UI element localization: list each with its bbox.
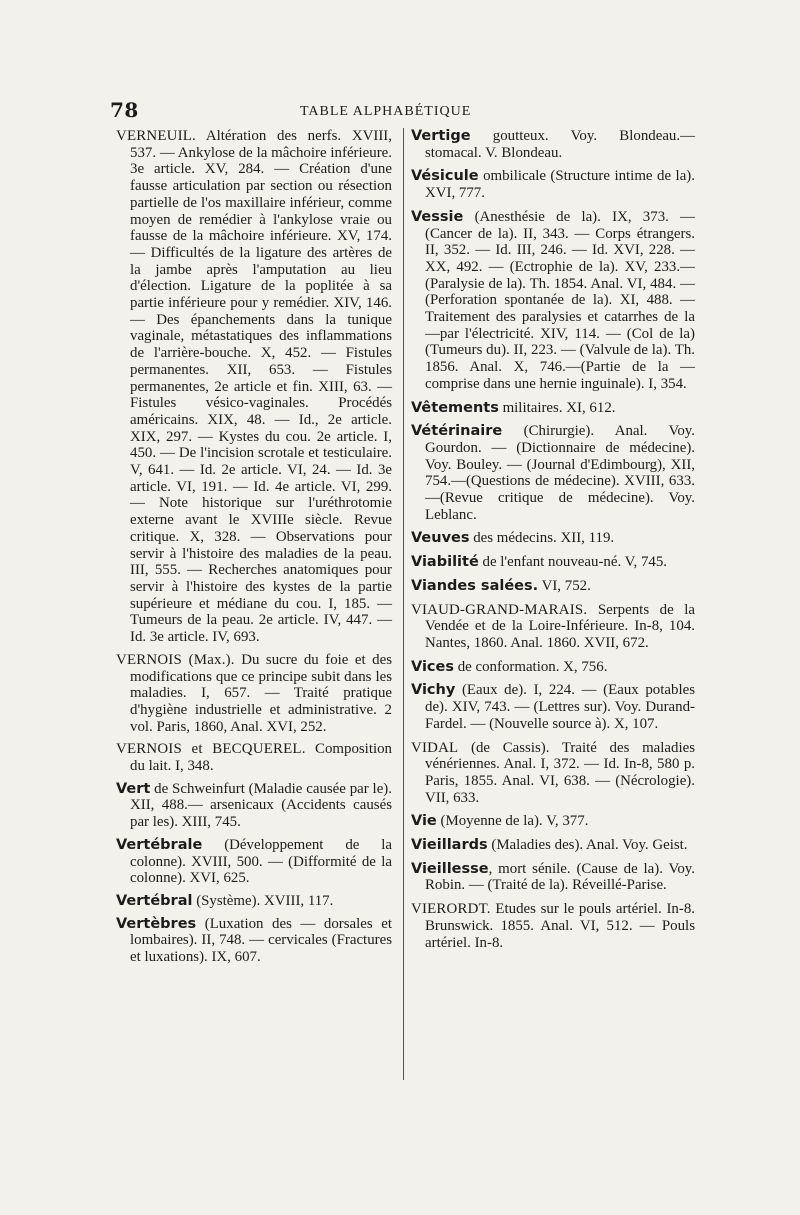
entry-heading: Vieillards	[411, 837, 488, 854]
index-entry	[116, 916, 392, 966]
entry-text: de Schweinfurt (Maladie causée par le). XII, 488.— arsenicaux (Accidents causés par les). XIII, 745.	[130, 780, 392, 831]
entry-text: (Eaux de). I, 224. — (Eaux potables de). XIV, 743. — (Lettres sur). Voy. Durand-Fardel. — (Nouvelle source à). X, 107.	[425, 682, 695, 732]
index-entry	[411, 861, 695, 894]
entry-text: ombilicale (Structure intime de la). XVI, 777.	[425, 168, 695, 202]
index-entry	[116, 781, 392, 831]
entry-heading: Vessie	[411, 208, 464, 225]
entry-heading: Viabilité	[411, 554, 479, 571]
entry-text: (Système). XVIII, 117.	[192, 892, 334, 909]
entry-heading: Vertige	[411, 128, 471, 144]
entry-text: de l'enfant nouveau-né. V, 745.	[478, 554, 667, 571]
entry-text: , mort sénile. (Cause de la). Voy. Robin. — (Traité de la). Réveillé-Parise.	[425, 860, 695, 894]
index-entry	[116, 128, 392, 646]
index-entry	[411, 837, 695, 854]
entry-heading: Vertèbres	[116, 915, 197, 932]
entry-text: goutteux. Voy. Blondeau.— stomacal. V. Blondeau.	[425, 128, 695, 161]
index-entry	[411, 530, 695, 547]
entry-text: Du sucre du foie et des modifications que ce principe subit dans les maladies. I, 657. — Traité pratique d'hygiène industrielle et administrative. 2 vol. Paris, 1860, Anal. XVI, 252.	[130, 651, 392, 735]
entry-heading: Veuves	[411, 530, 470, 547]
index-entry	[116, 837, 392, 887]
entry-text: (Chirurgie). Anal. Voy. Gourdon. — (Dictionnaire de médecine). Voy. Bouley. — (Journal d'Edimbourg), XII, 754.—(Questions de médecine). XVIII, 633.—(Revue critique de médecine). Voy. Leblanc.	[425, 423, 695, 523]
entry-heading: Vertébrale	[116, 836, 203, 853]
entry-text: des médecins. XII, 119.	[469, 530, 615, 547]
entry-heading: VIAUD-GRAND-MARAIS.	[411, 601, 588, 618]
left-column	[116, 128, 392, 972]
index-entry	[411, 578, 695, 595]
entry-text: (Luxation des — dorsales et lombaires). II, 748. — cervicales (Fractures et luxations). IX, 607.	[130, 915, 392, 966]
column-rule	[403, 128, 404, 1080]
index-entry	[411, 168, 695, 201]
entry-heading: VERNEUIL.	[116, 128, 196, 144]
entry-heading: VERNOIS et BECQUEREL.	[116, 741, 306, 758]
entry-heading: Vert	[116, 780, 151, 797]
index-entry	[116, 741, 392, 774]
entry-text: militaires. XI, 612.	[498, 399, 616, 416]
entry-text: Composition du lait. I, 348.	[130, 741, 392, 775]
index-entry	[411, 400, 695, 417]
entry-text: (Moyenne de la). V, 377.	[436, 813, 589, 830]
entry-heading: Vieillesse	[411, 860, 489, 877]
index-entry	[411, 740, 695, 807]
entry-text: (Anesthésie de la). IX, 373. — (Cancer de la). II, 343. — Corps étrangers. II, 352. — Id. III, 246. — Id. XVI, 228. — XX, 492. — (Ectrophie de la). XV, 233.— (Paralysie de la). Th. 1854. Anal. VI, 484. — (Perforation spontanée de la). XI, 488. — Traitement des paralysies et catarrhes de la—par l'électricité. XIV, 114. — (Col de la) (Tumeurs du). II, 223. — (Valvule de la). Th. 1856. Anal. X, 746.—(Partie de la — comprise dans une hernie inguinale). I, 354.	[425, 208, 695, 392]
entry-heading: Vices	[411, 658, 454, 675]
running-title: TABLE ALPHABÉTIQUE	[300, 104, 472, 119]
entry-text: Etudes sur le pouls artériel. In-8. Brunswick. 1855. Anal. VI, 512. — Pouls artériel. In-8.	[425, 901, 695, 951]
entry-text: Altération des nerfs. XVIII, 537. — Ankylose de la mâchoire inférieure. 3e article. XV, 284. — Création d'une fausse articulation par section ou résection partielle de l'os maxillaire inférieur, comme moyen de remédier à l'ankylose vraie ou fausse de la mâchoire inférieure. XV, 174. — Difficultés de la ligature des artères de la jambe après l'amputation au lieu d'élection. Ligature de la poplitée à sa partie inférieure pour y remédier. XIV, 146. — Des épanchements dans la tunique vaginale, métastatiques des inflammations de l'arrière-bouche. X, 452. — Fistules permanentes. XII, 653. — Fistules permanentes, 2e article et fin. XIII, 63. — Fistules vésico-vaginales. Procédés américains. XIX, 48. — Id., 2e article. XIX, 297. — Kystes du cou. 2e article. I, 450. — De l'incision scrotale et testiculaire. V, 641. — Id. 2e article. VI, 24. — Id. 3e article. VI, 191. — Id. 4e article. VI, 299. — Note historique sur l'uréthrotomie externe avant le XVIIIe siècle. Revue critique. X, 328. — Observations pour servir à l'histoire des maladies de la peau. III, 555. — Recherches anatomiques pour servir à l'histoire des kystes de la partie supérieure et médiane du cou. I, 185. — Tumeurs de la peau. 2e article. IV, 447. — Id. 3e article. IV, 693.	[130, 128, 392, 646]
index-entry	[411, 554, 695, 571]
entry-heading: VIDAL	[411, 739, 459, 756]
entry-text: (Développement de la colonne). XVIII, 500. — (Difformité de la colonne). XVI, 625.	[130, 836, 392, 887]
entry-heading: VIERORDT.	[411, 901, 491, 918]
index-entry	[116, 652, 392, 736]
index-entry	[411, 602, 695, 652]
page-number: 78	[110, 98, 139, 122]
index-entry	[411, 128, 695, 161]
index-entry	[411, 813, 695, 830]
index-entry	[411, 901, 695, 951]
entry-heading: Vétérinaire	[411, 423, 503, 440]
index-entry	[411, 659, 695, 676]
entry-text: de conformation. X, 756.	[454, 658, 608, 675]
entry-heading: Vésicule	[411, 168, 479, 185]
index-entry	[116, 893, 392, 910]
entry-heading: Vichy	[411, 682, 456, 699]
entry-text: Serpents de la Vendée et de la Loire-Inférieure. In-8, 104. Nantes, 1860. Anal. 1860. XVII, 672.	[425, 601, 695, 651]
right-column	[411, 128, 695, 958]
entry-heading: Viandes salées.	[411, 577, 539, 594]
entry-text: (Maladies des). Anal. Voy. Geist.	[487, 837, 688, 854]
index-entry	[411, 209, 695, 393]
entry-heading: Vêtements	[411, 399, 499, 416]
entry-heading: Vie	[411, 813, 437, 830]
index-entry	[411, 682, 695, 732]
entry-heading: VERNOIS (Max.).	[116, 651, 235, 668]
entry-heading: Vertébral	[116, 892, 193, 909]
entry-text: VI, 752.	[538, 577, 591, 594]
index-entry	[411, 423, 695, 523]
entry-text: (de Cassis). Traité des maladies vénériennes. Anal. I, 372. — Id. In-8, 580 p. Paris, 1855. Anal. VI, 638. — (Nécrologie). VII, 633.	[425, 739, 695, 806]
